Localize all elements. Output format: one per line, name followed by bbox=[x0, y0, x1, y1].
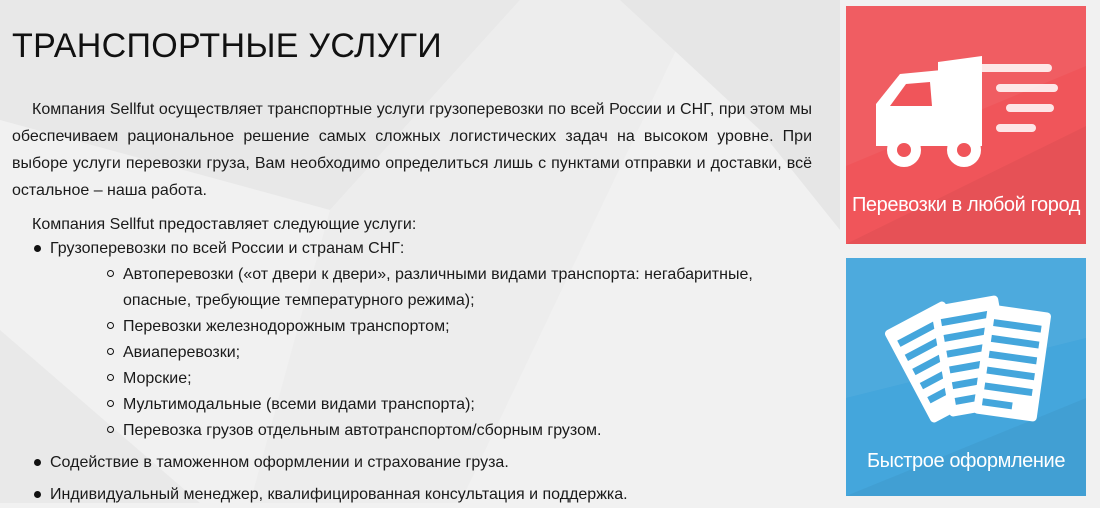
list-item-label: Грузоперевозки по всей России и странам СНГ: bbox=[50, 240, 405, 257]
sub-list-item-multimodal bbox=[88, 392, 812, 418]
sub-list-item-label: Автоперевозки («от двери к двери», различными видами транспорта: негабаритные, опасные, требующие температурного режима); bbox=[123, 266, 753, 309]
bullet-circle-icon bbox=[107, 322, 114, 329]
sub-list-item-sea bbox=[88, 366, 812, 392]
freight-sub-list bbox=[88, 262, 812, 444]
list-item-freight bbox=[12, 236, 812, 444]
services-lead-text: Компания Sellfut предоставляет следующие услуги: bbox=[32, 216, 417, 233]
bullet-circle-icon bbox=[107, 426, 114, 433]
list-item-label: Содействие в таможенном оформлении и страхование груза. bbox=[50, 454, 509, 471]
bullet-dot-icon bbox=[34, 491, 41, 498]
quick-processing-card[interactable] bbox=[846, 258, 1086, 496]
page-title: ТРАНСПОРТНЫЕ УСЛУГИ bbox=[12, 27, 443, 65]
main-content bbox=[12, 0, 812, 503]
sub-list-item-air bbox=[88, 340, 812, 366]
sub-list-item-label: Морские; bbox=[123, 370, 192, 387]
card-label: Быстрое оформление bbox=[866, 450, 1066, 472]
sub-list-item-consolidated bbox=[88, 418, 812, 444]
bullet-dot-icon bbox=[34, 459, 41, 466]
bullet-circle-icon bbox=[107, 400, 114, 407]
sub-list-item-label: Мультимодальные (всеми видами транспорта); bbox=[123, 396, 475, 413]
services-list bbox=[12, 236, 812, 508]
sub-list-item-auto bbox=[88, 262, 812, 314]
sub-list-item-label: Перевозка грузов отдельным автотранспортом/сборным грузом. bbox=[123, 422, 602, 439]
sub-list-item-label: Авиаперевозки; bbox=[123, 344, 241, 361]
card-label: Перевозки в любой город bbox=[851, 194, 1081, 216]
sub-list-item-rail bbox=[88, 314, 812, 340]
list-item-customs bbox=[12, 450, 812, 476]
intro-paragraph: Компания Sellfut осуществляет транспортные услуги грузоперевозки по всей России и СНГ, при этом мы обеспечиваем рациональное решение самых сложных логистических задач на высоком уровне. При выборе услуги перевозки груза, Вам необходимо определиться лишь с пунктами отправки и доставки, всё остальное – наша работа. bbox=[12, 101, 812, 199]
bullet-circle-icon bbox=[107, 374, 114, 381]
sub-list-item-label: Перевозки железнодорожным транспортом; bbox=[123, 318, 450, 335]
bullet-circle-icon bbox=[107, 270, 114, 277]
list-item-label: Индивидуальный менеджер, квалифицированная консультация и поддержка. bbox=[50, 486, 628, 503]
bullet-circle-icon bbox=[107, 348, 114, 355]
bullet-dot-icon bbox=[34, 245, 41, 252]
delivery-any-city-card[interactable] bbox=[846, 6, 1086, 244]
list-item-manager bbox=[12, 482, 812, 508]
